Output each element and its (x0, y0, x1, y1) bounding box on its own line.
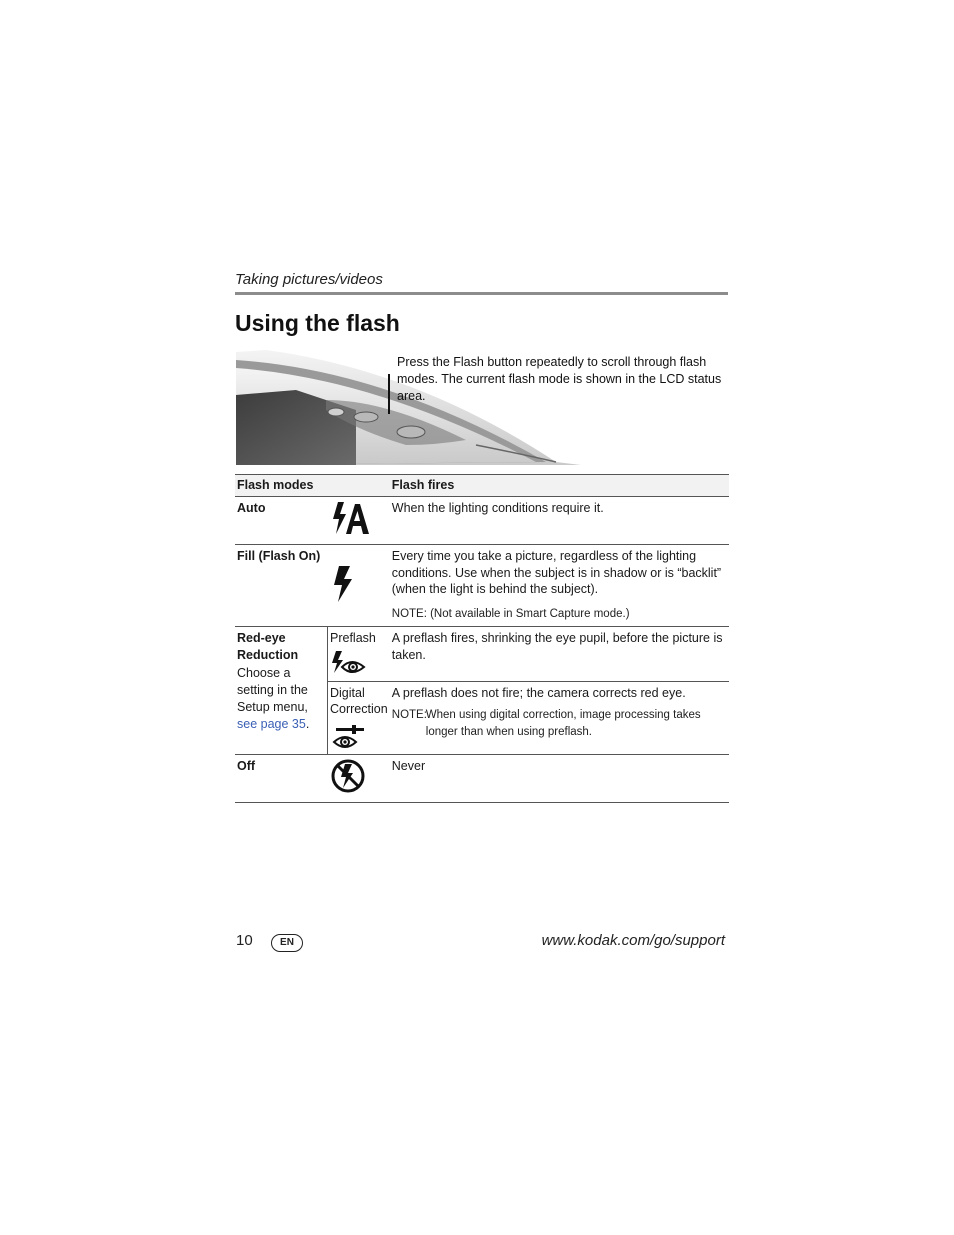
desc-digital (390, 681, 729, 754)
section-label: Taking pictures/videos (235, 271, 383, 288)
figure-callout: Press the Flash button repeatedly to scroll through flash modes. The current flash mode is shown in the LCD status area. (397, 355, 722, 403)
note-digital-text: When using digital correction, image processing takes longer than when using preflash. (425, 709, 701, 738)
table-header-row (235, 475, 729, 497)
page-number: 10 (236, 932, 253, 949)
red-eye-digital-icon (330, 722, 366, 750)
flash-off-icon (328, 754, 390, 803)
desc-digital-text: A preflash does not fire; the camera corrects red eye. (391, 685, 686, 700)
see-page-35-link[interactable]: see page 35 (237, 717, 306, 731)
submode-preflash-label: Preflash (330, 631, 376, 645)
table-row-redeye-preflash (235, 627, 729, 682)
page-title: Using the flash (235, 310, 400, 336)
header-flash-fires: Flash fires (390, 475, 729, 497)
note-digital (392, 707, 727, 740)
flash-auto-icon (328, 496, 390, 545)
mode-redeye (235, 627, 328, 755)
desc-preflash: A preflash fires, shrinking the eye pupil, before the picture is taken. (390, 627, 729, 682)
table-row-auto (235, 496, 729, 545)
header-rule (235, 292, 728, 295)
redeye-note-pre: Choose a setting in the Setup menu, (237, 666, 308, 714)
desc-fill-text: Every time you take a picture, regardless of the lighting conditions. Use when the subject is in shadow or is “backlit” (when the light is behind the subject). (391, 549, 722, 596)
note-fill: NOTE: (Not available in Smart Capture mode.) (391, 607, 630, 620)
note-digital-label: NOTE: (391, 709, 427, 721)
table-row-off (235, 754, 729, 803)
mode-fill: Fill (Flash On) (235, 545, 328, 627)
language-badge: EN (271, 934, 303, 952)
mode-auto: Auto (235, 496, 328, 545)
mode-off: Off (235, 754, 328, 803)
mode-redeye-name: Red-eye Reduction (237, 631, 299, 662)
submode-digital (328, 681, 390, 754)
support-url[interactable]: www.kodak.com/go/support (541, 932, 725, 949)
desc-auto: When the lighting conditions require it. (390, 496, 729, 545)
desc-off: Never (390, 754, 729, 803)
callout-leader-line (388, 374, 390, 414)
submode-digital-label: Digital Correction (330, 685, 388, 716)
header-flash-modes: Flash modes (235, 475, 390, 497)
table-row-fill (235, 545, 729, 627)
flash-modes-table (235, 474, 729, 803)
redeye-note-post: . (305, 717, 310, 731)
submode-preflash (328, 627, 390, 682)
flash-on-icon (328, 545, 390, 627)
mode-redeye-note (237, 665, 325, 733)
desc-fill (390, 545, 729, 627)
red-eye-preflash-icon (330, 651, 366, 677)
